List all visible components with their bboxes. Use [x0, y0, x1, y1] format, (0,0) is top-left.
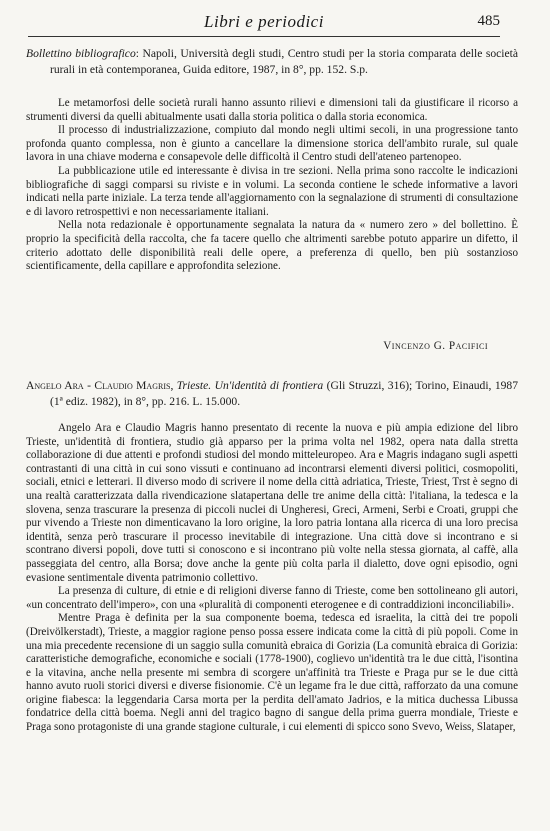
review1-paragraph: Nella nota redazionale è opportunamente segnalata la natura da « numero zero » del bollettino. È proprio la specificità della raccolta, che fa tacere quello che altrimenti sarebbe potuto apparire un difetto, il criterio adottato delle disponibilità reali delle opere, a preferenza di quello, ben più sostanzioso scientificamente, della capillare e approfondita selezione. [26, 219, 518, 273]
review1-citation-title: Bollettino bibliografico [26, 47, 136, 60]
page-number: 485 [477, 13, 500, 29]
review1-paragraph: Il processo di industrializzazione, compiuto dal mondo negli ultimi secoli, in una progressione tanto profonda quanto complessa, non è giunto a cancellare la dimensione storica dell'ambito rurale, sul quale lavora in una chiave moderna e consapevole delle difficoltà il Centro studi dell'ateneo partenopeo. [26, 124, 518, 164]
review1-signature: Vincenzo G. Pacifici [383, 340, 488, 352]
review2-paragraph: Mentre Praga è definita per la sua componente boema, tedesca ed israelita, la città dei tre popoli (Dreivölkerstadt), Trieste, a maggior ragione penso possa essere indicata come la città di più popoli. Come in una mia precedente recensione di un saggio sulla comunità ebraica di Gorizia (La comunità ebraica di Gorizia: caratteristiche demografiche, economiche e sociali (1778-1900), coglievo un'identità tra le due città, l'isontina e la vitavina, anche nella presente mi sembra di scorgere un'affinità tra Trieste e Praga pur se le due città hanno avuto ruoli storici diversi e diverse fisionomie. C'è un legame fra le due città, rafforzato da una comune origine fiabesca: la leggendaria Carsa morta per la perdita dell'amato Jadrios, e la mitica duchessa Libussa fondatrice della città boema. Negli anni del tragico bagno di sangue della prima guerra mondiale, Trieste e Praga sono protagoniste di una grande stagione culturale, i cui elementi di spicco sono Svevo, Weiss, Slataper, [26, 612, 518, 734]
review2-paragraph: La presenza di culture, di etnie e di religioni diverse fanno di Trieste, come ben sottolineano gli autori, «un concentrato dell'impero», con una «pluralità di componenti eterogenee e di contraddizioni inconciliabili». [26, 585, 518, 611]
review1-paragraph: La pubblicazione utile ed interessante è divisa in tre sezioni. Nella prima sono raccolte le indicazioni bibliografiche di saggi comparsi su riviste e in volumi. La seconda contiene le schede informative a lavori indicati nella parte iniziale. La terza tende all'aggiornamento con la segnalazione di strumenti di consultazione e di lavoro retrospettivi e non necessariamente italiani. [26, 164, 518, 218]
review2-authors: Angelo Ara - Claudio Magris [26, 379, 171, 392]
review2-citation: Angelo Ara - Claudio Magris, Trieste. Un'identità di frontiera (Gli Struzzi, 316); Torino, Einaudi, 1987 (1ª ediz. 1982), in 8°, pp. 216. L. 15.000. [26, 379, 519, 408]
review2-title: Trieste. Un'identità di frontiera [176, 379, 324, 392]
review2-body [26, 422, 518, 735]
page-header [28, 10, 500, 37]
review1-body [26, 97, 518, 274]
running-head: Libri e periodici [204, 12, 324, 31]
review1-paragraph: Le metamorfosi delle società rurali hanno assunto rilievi e dimensioni tali da giustificare il ricorso a strumenti diversi da quelli abitualmente usati dalla storia politica o dalla storia economica. [26, 97, 518, 123]
review2-details: (Gli Struzzi, 316); Torino, Einaudi, 1987 (1ª ediz. 1982), in 8°, pp. 216. L. 15.000. [50, 379, 519, 408]
review1-citation-rest: : Napoli, Università degli studi, Centro studi per la storia comparata delle società rurali in età contemporanea, Guida editore, 1987, in 8°, pp. 152. S.p. [50, 47, 519, 76]
review2-paragraph: Angelo Ara e Claudio Magris hanno presentato di recente la nuova e più ampia edizione del libro Trieste, un'identità di frontiera, studio già apparso per la prima volta nel 1982, opera nata dalla stretta collaborazione di due attenti e profondi studiosi del mondo mitteleuropeo. Ara e Magris indagano sugli aspetti contrastanti di una città in cui sono vissuti e continuano ad incontrarsi elementi diversi politici, cosmopoliti, sociali, etnici e letterari. Il diverso modo di scrivere il nome della città adriatica, Trieste, Triest, Trst è segno di una realtà caratterizzata dalla rivendicazione slatapertana delle tre anime della città: l'italiana, la tedesca e la slovena, senza trascurare la presenza di piccoli nuclei di Ungheresi, Greci, Armeni, Serbi e Croati, gruppi che pur vivendo a Trieste non dimenticavano la loro origine, la loro patria lontana alla ricerca di una loro precisa identità, senza però trascurare il processo inevitabile di integrazione. Una città dove si incontrano e si scontrano diversi popoli, dove tutti si conoscono e si incontrano più volte nella stessa giornata, al caffè, alla passeggiata del centro, alla Borsa; dove anche la gente più colta parla il dialetto, dove ogni episodio, ogni evasione sentimentale diventa patrimonio collettivo. [26, 422, 518, 584]
review1-citation [26, 46, 518, 77]
